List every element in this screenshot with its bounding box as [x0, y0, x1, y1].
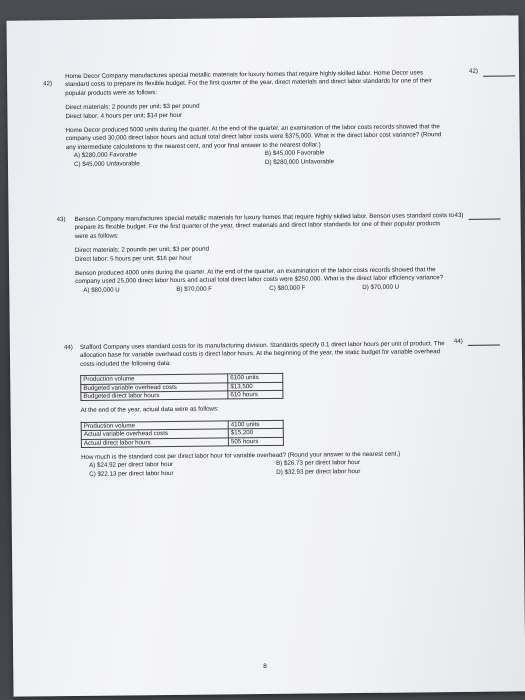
q43-option-d[interactable]: D) $70,000 U	[362, 283, 400, 291]
q44-budget-table	[80, 373, 283, 401]
q43-body: Benson produced 4000 units during the quarter. At the end of the quarter, an examination of the labor costs records showed that the company used 25,000 direct labor hours and actual total direct labor costs were $250,000. What is the direct labor efficiency variance?	[75, 266, 444, 286]
q44-margin-number: 44)	[453, 337, 463, 346]
q42-option-c[interactable]: C) $45,000 Unfavorable	[73, 159, 140, 168]
q44-option-d[interactable]: D) $32.93 per direct labor hour	[276, 467, 361, 476]
q44-option-b[interactable]: B) $26.73 per direct labor hour	[276, 459, 361, 468]
page-number: 8	[263, 663, 267, 671]
q43-number: 43)	[56, 216, 66, 224]
q44-options	[81, 459, 453, 480]
q42-answer-blank[interactable]	[483, 75, 515, 76]
q44-intro: Stafford Company uses standard costs for its manufacturing division. Standards specify 0.1 direct labor hours per unit of product. The allocation base for variable overhead costs is direct labor hours. At the beginning of the year, the static budget for variable overhead costs included the following data:	[79, 340, 445, 368]
q42-body: Home Decor produced 5000 units during the quarter. At the end of the quarter, an examination of the labor costs records showed that the company used 30,000 direct labor hours and actual total direct labor costs were $375,000. What is the direct labor cost variance? (Round any intermediate calculations to the nearest cent, and your final answer to the nearest dollar.)	[65, 123, 442, 151]
table-cell: 610 hours	[228, 390, 283, 399]
q42-option-d[interactable]: D) $280,000 Unfavorable	[264, 157, 335, 166]
q42-intro: Home Decor Company manufactures special metallic materials for luxury homes that require highly skilled labor. Home Decor uses standard costs to prepare its flexible budget. For the first quarter of the year, direct materials and direct labor standards for one of their popular products were as follows:	[65, 69, 432, 97]
q44-option-c[interactable]: C) $22.13 per direct labor hour	[89, 469, 174, 478]
q43-labor-standard: Direct labor: 5 hours per unit; $16 per hour	[74, 254, 192, 263]
q43-materials-standard: Direct materials: 2 pounds per unit; $3 per pound	[74, 245, 210, 255]
q42-margin-number: 42)	[468, 67, 479, 75]
q44-mid-text: At the end of the year, actual data were as follows:	[80, 405, 219, 415]
table-cell: Production volume	[81, 374, 228, 384]
exam-page	[6, 15, 525, 696]
q43-intro: Benson Company manufactures special metallic materials for luxury homes that require highly skilled labor. Benson uses standard costs to prepare its flexible budget. For the first quarter of the year, direct materials and direct labor standards for one of their popular products were as follows:	[74, 212, 454, 240]
question-42	[65, 69, 446, 169]
q42-labor-standard: Direct labor: 4 hours per unit; $14 per hour	[65, 111, 183, 120]
q42-option-a[interactable]: A) $280,000 Favorable	[73, 151, 137, 160]
q44-actual-table	[81, 420, 284, 448]
q43-option-c[interactable]: C) $80,000 F	[269, 284, 306, 292]
table-cell: Budgeted direct labor hours	[81, 391, 228, 401]
table-cell: Actual variable overhead costs	[81, 429, 228, 439]
table-cell: 505 hours	[228, 437, 283, 446]
table-cell: $15,200	[228, 429, 283, 438]
q43-option-a[interactable]: A) $80,000 U	[83, 286, 120, 294]
table-cell: 6100 units	[228, 374, 283, 383]
table-cell: Actual direct labor hours	[81, 438, 228, 448]
q42-options	[66, 148, 446, 169]
q43-margin-number: 43)	[454, 211, 464, 220]
table-cell: 4100 units	[228, 420, 283, 429]
q44-question: How much is the standard cost per direct labor hour for variable overhead? (Round your answer to the nearest cent.)	[81, 450, 401, 462]
table-cell: Production volume	[81, 421, 228, 431]
q44-answer-blank[interactable]	[468, 345, 500, 346]
question-43	[75, 212, 456, 295]
question-44	[80, 340, 453, 479]
q42-option-b[interactable]: B) $45,000 Favorable	[264, 149, 325, 158]
table-cell: $13,500	[228, 382, 283, 391]
q42-materials-standard: Direct materials: 2 pounds per unit; $3 per pound	[65, 102, 200, 112]
table-cell: Budgeted variable overhead costs	[81, 383, 228, 393]
q43-answer-blank[interactable]	[469, 219, 501, 220]
q44-number: 44)	[63, 344, 73, 352]
q42-number: 42)	[43, 80, 53, 88]
q44-option-a[interactable]: A) $24.92 per direct labor hour	[89, 461, 174, 470]
q43-option-b[interactable]: B) $70,000 F	[176, 285, 213, 293]
